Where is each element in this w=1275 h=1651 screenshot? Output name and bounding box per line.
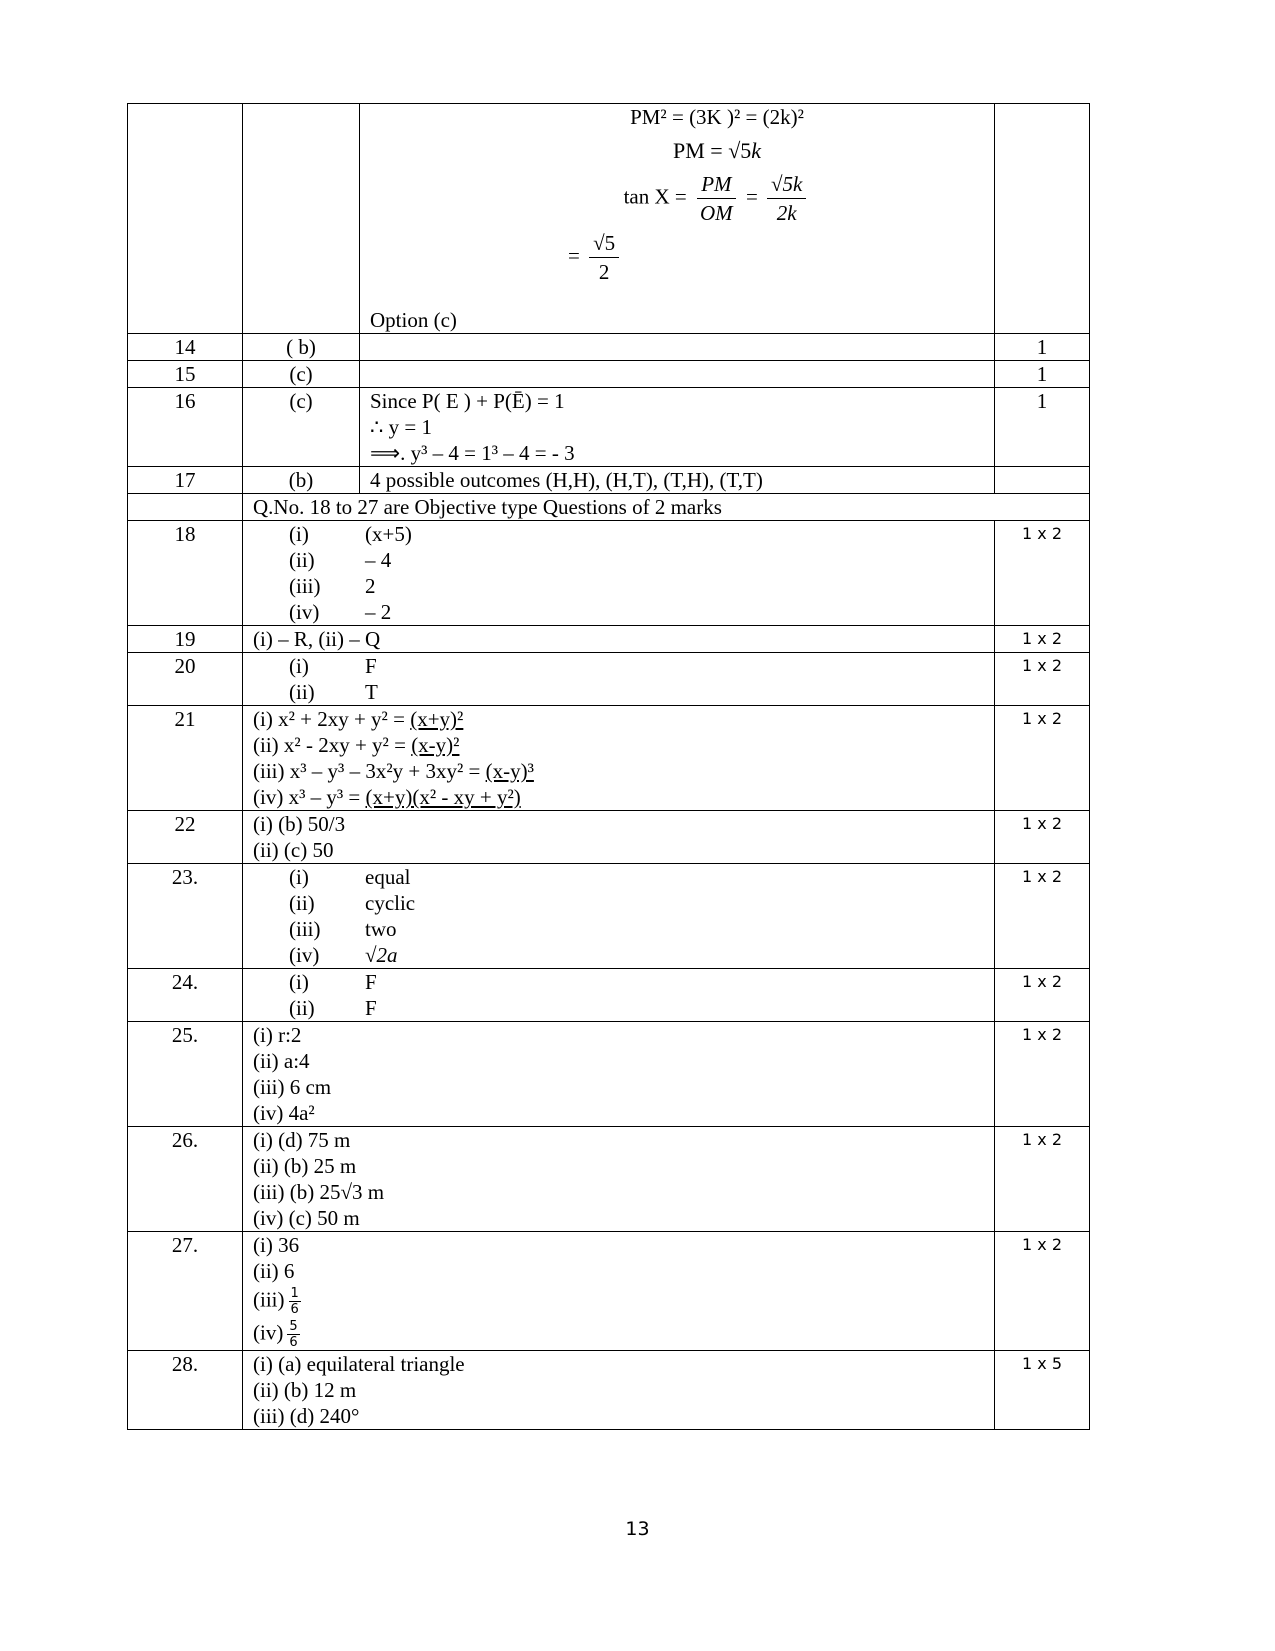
result-line: = $\frac{√5}{2}$ [370,229,984,286]
table-row: 16 (c) Since P( E ) + P(Ē) = 1 ∴ y = 1 ⟹. y³ – 4 = 1³ – 4 = - 3 1 [128,388,1090,467]
sub-answer-list: (i) (x+5) (ii) – 4 (iii) 2 (iv) – 2 [243,521,995,626]
section-note-row: Q.No. 18 to 27 are Objective type Questions of 2 marks [128,494,1090,521]
table-row: 23. (i) equal (ii) cyclic (iii) two (iv) √2a 1 x 2 [128,864,1090,969]
pm-squared-line: PM² = (3K )² = (2k)² [630,105,804,129]
table-row: 24. (i) F (ii) F 1 x 2 [128,969,1090,1022]
table-row: 17 (b) 4 possible outcomes (H,H), (H,T), (T,H), (T,T) [128,467,1090,494]
table-row: 27. (i) 36 (ii) 6 (iii) $\frac{1}{6}$ (iv) $\frac{5}{6}$ 1 x 2 [128,1232,1090,1351]
table-row: 20 (i) F (ii) T 1 x 2 [128,653,1090,706]
table-row: 26. (i) (d) 75 m (ii) (b) 25 m (iii) (b) 25√3 m (iv) (c) 50 m 1 x 2 [128,1127,1090,1232]
table-row: 21 (i) x² + 2xy + y² = (x+y)² (ii) x² - 2xy + y² = (x-y)² (iii) x³ – y³ – 3x²y + 3xy² = (x-y)³ (iv) x³ – y³ = (x+y)(x² - xy + y²) 1 x 2 [128,706,1090,811]
table-row: 25. (i) r:2 (ii) a:4 (iii) 6 cm (iv) 4a² 1 x 2 [128,1022,1090,1127]
table-row: 15 (c) 1 [128,361,1090,388]
page-number: 13 [625,1518,650,1540]
tan-x-line: tan X = $\frac{PM}{OM}$ = $\frac{√5k}{2k}$ [370,170,984,227]
answer-key-table [127,103,1090,1430]
table-row: 19 (i) – R, (ii) – Q 1 x 2 [128,626,1090,653]
table-row: 28. (i) (a) equilateral triangle (ii) (b) 12 m (iii) (d) 240° 1 x 5 [128,1351,1090,1430]
table-row [128,104,1090,334]
table-row: 14 ( b) 1 [128,334,1090,361]
table-row: 22 (i) (b) 50/3 (ii) (c) 50 1 x 2 [128,811,1090,864]
option-label: Option (c) [370,308,457,332]
table-row: 18 (i) (x+5) (ii) – 4 (iii) 2 (iv) – 2 1 x 2 [128,521,1090,626]
working-cell: PM² = (3K )² = (2k)² PM = √5k tan X = $\frac{PM}{OM}$ = $\frac{√5k}{2k}$ = $\frac{√5}{2}$ Option (c) [360,104,995,334]
